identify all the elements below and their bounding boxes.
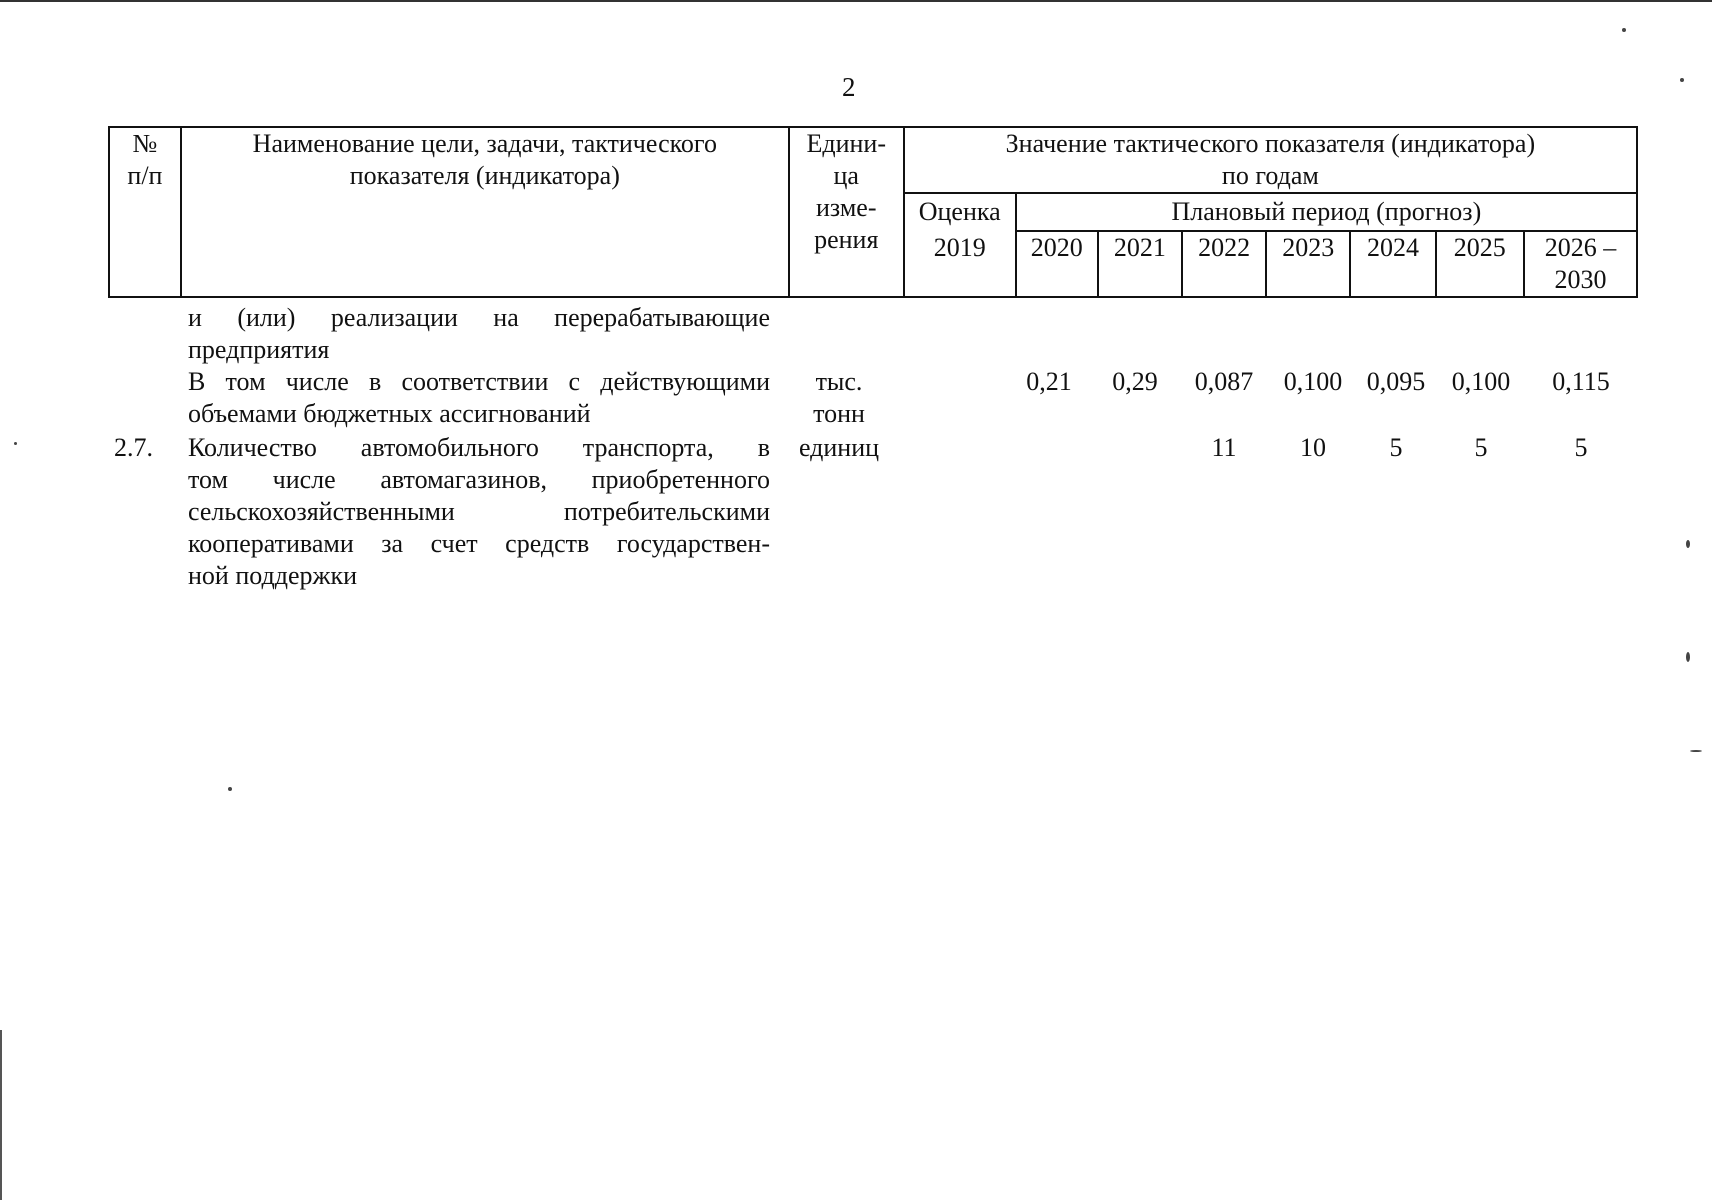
scan-speck xyxy=(1680,78,1684,82)
row-name xyxy=(188,366,770,430)
row-name-line: предприятия xyxy=(188,335,330,364)
indicator-table-body xyxy=(108,302,1638,602)
table-row xyxy=(108,302,1638,366)
header-unit-line: Едини- xyxy=(806,129,886,158)
header-year-cell xyxy=(1350,231,1435,297)
header-year-cell xyxy=(1098,231,1182,297)
indicator-table-header xyxy=(108,126,1638,298)
scan-speck xyxy=(1686,540,1690,548)
header-estimate-label: Оценка xyxy=(918,197,1001,226)
table-row xyxy=(108,366,1638,432)
row-name-line: Количество автомобильного транспорта, в xyxy=(188,433,770,462)
scan-speck xyxy=(14,442,17,445)
value-cell: 0,100 xyxy=(1451,367,1511,396)
row-number: 2.7. xyxy=(114,433,153,462)
header-unit-line: изме- xyxy=(816,193,877,222)
row-unit xyxy=(784,366,894,430)
row-name-line: том числе автомагазинов, приобретенного xyxy=(188,465,770,494)
header-year-cell xyxy=(1436,231,1524,297)
row-name-line: В том числе в соответствии с действующими xyxy=(188,367,770,396)
header-year: 2030 xyxy=(1554,265,1607,294)
header-values-title-line: по годам xyxy=(1221,161,1319,190)
value-cell: 5 xyxy=(1389,433,1403,462)
value-cell: 0,100 xyxy=(1283,367,1343,396)
header-estimate-cell xyxy=(904,193,1016,297)
value-cell: 0,095 xyxy=(1366,367,1426,396)
header-name-line: показателя (индикатора) xyxy=(349,161,620,190)
header-plan-period: Плановый период (прогноз) xyxy=(1171,197,1482,226)
row-name-line: объемами бюджетных ассигнований xyxy=(188,399,591,428)
scan-speck xyxy=(1686,652,1690,662)
header-year-cell xyxy=(1182,231,1266,297)
scan-left-edge xyxy=(0,1030,2,1200)
row-unit-line: тыс. xyxy=(815,367,863,396)
header-unit-cell xyxy=(789,127,904,297)
header-plan-period-cell xyxy=(1016,193,1637,231)
row-name-line: ной поддержки xyxy=(188,561,357,590)
header-num-line: № xyxy=(132,129,158,158)
value-cell: 0,29 xyxy=(1112,367,1158,396)
value-cell: 0,21 xyxy=(1026,367,1072,396)
scan-speck xyxy=(1690,750,1702,752)
header-year: 2023 xyxy=(1282,233,1335,262)
row-name-line: кооперативами за счет средств государствен- xyxy=(188,529,770,558)
row-name xyxy=(188,302,770,366)
header-year: 2025 xyxy=(1453,233,1506,262)
header-year: 2020 xyxy=(1030,233,1083,262)
value-cell: 5 xyxy=(1574,433,1588,462)
scan-speck xyxy=(228,787,232,791)
scan-speck xyxy=(1622,28,1626,32)
header-name-cell xyxy=(181,127,789,297)
value-cell: 10 xyxy=(1300,433,1326,462)
row-unit: единиц xyxy=(798,433,880,462)
header-values-title-line: Значение тактического показателя (индикатора) xyxy=(1005,129,1536,158)
row-name xyxy=(188,432,770,592)
value-cell: 5 xyxy=(1474,433,1488,462)
header-num-cell xyxy=(109,127,181,297)
header-unit-line: рения xyxy=(814,225,879,254)
header-year: 2024 xyxy=(1366,233,1419,262)
header-unit-line: ца xyxy=(833,161,859,190)
header-year: 2022 xyxy=(1198,233,1251,262)
header-year: 2021 xyxy=(1113,233,1166,262)
value-cell: 0,087 xyxy=(1194,367,1254,396)
header-name-line: Наименование цели, задачи, тактического xyxy=(252,129,717,158)
header-year-cell xyxy=(1016,231,1098,297)
header-values-title-cell xyxy=(904,127,1637,193)
scan-top-edge xyxy=(0,0,1712,2)
row-name-line: и (или) реализации на перерабатывающие xyxy=(188,303,770,332)
header-estimate-year: 2019 xyxy=(933,233,986,262)
header-year-cell xyxy=(1524,231,1637,297)
header-year-cell xyxy=(1266,231,1350,297)
header-year: 2026 – xyxy=(1544,233,1617,262)
value-cell: 11 xyxy=(1211,433,1237,462)
value-cell: 0,115 xyxy=(1552,367,1610,396)
table-row xyxy=(108,432,1638,602)
page-number: 2 xyxy=(842,72,856,102)
header-num-line: п/п xyxy=(127,161,163,190)
row-name-line: сельскохозяйственными потребительскими xyxy=(188,497,770,526)
row-unit-line: тонн xyxy=(813,399,865,428)
